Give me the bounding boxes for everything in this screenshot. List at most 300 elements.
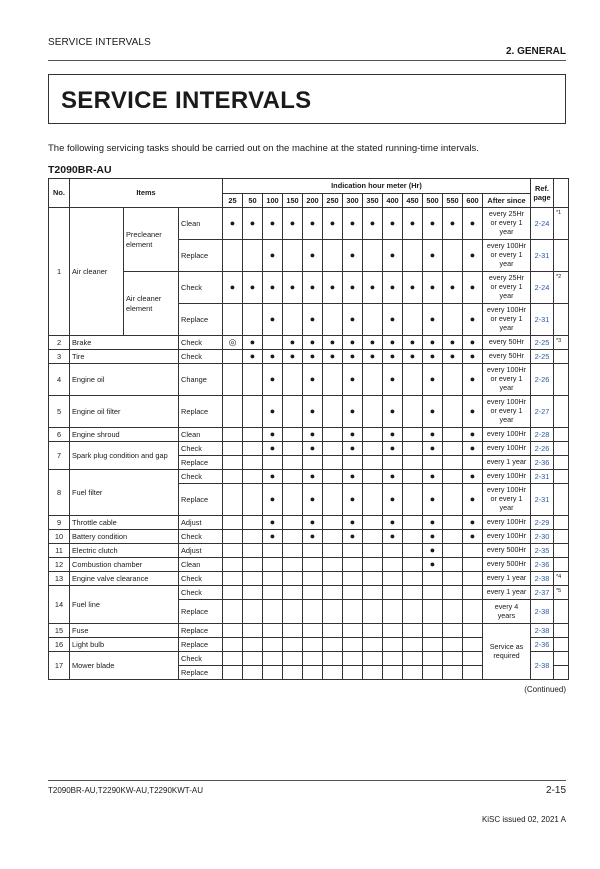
after-since-cell: Service as required [483, 624, 531, 680]
ref-page-link: 2-26 [531, 442, 554, 456]
empty-hour-cell [283, 456, 303, 470]
hour-mark: ● [423, 272, 443, 304]
empty-hour-cell [343, 456, 363, 470]
table-row [49, 428, 569, 442]
action-cell: Replace [179, 304, 223, 336]
empty-hour-cell [363, 456, 383, 470]
table-row [49, 396, 569, 428]
page-number: 2-15 [545, 785, 566, 796]
hour-header: 250 [323, 194, 343, 208]
issue-info: KiSC issued 02, 2021 A [481, 815, 566, 824]
empty-hour-cell [363, 396, 383, 428]
ref-page-link: 2-38 [531, 600, 554, 624]
hour-mark: ● [423, 208, 443, 240]
empty-hour-cell [263, 586, 283, 600]
empty-hour-cell [303, 586, 323, 600]
empty-hour-cell [223, 364, 243, 396]
ref-page-link: 2-36 [531, 456, 554, 470]
intro-text: The following servicing tasks should be carried out on the machine at the stated running-time intervals. [48, 143, 479, 154]
empty-hour-cell [323, 638, 343, 652]
empty-hour-cell [463, 600, 483, 624]
footnote-mark [554, 240, 569, 272]
hour-mark: ● [223, 272, 243, 304]
hour-mark: ● [303, 484, 323, 516]
empty-hour-cell [323, 442, 343, 456]
empty-hour-cell [223, 530, 243, 544]
empty-hour-cell [343, 666, 363, 680]
hour-mark: ● [303, 516, 323, 530]
hour-header: 150 [283, 194, 303, 208]
empty-hour-cell [243, 240, 263, 272]
after-since-cell: every 100Hr [483, 428, 531, 442]
empty-hour-cell [403, 516, 423, 530]
empty-hour-cell [243, 516, 263, 530]
action-cell: Check [179, 572, 223, 586]
empty-hour-cell [323, 240, 343, 272]
empty-hour-cell [283, 240, 303, 272]
empty-hour-cell [243, 396, 263, 428]
item-name: Tire [70, 350, 179, 364]
empty-hour-cell [223, 544, 243, 558]
row-number: 8 [49, 470, 70, 516]
item-name: Fuel line [70, 586, 179, 624]
empty-hour-cell [283, 364, 303, 396]
hour-mark: ● [343, 364, 363, 396]
action-cell: Clean [179, 428, 223, 442]
col-ref-header: Ref. page [531, 179, 554, 208]
after-since-cell: every 100Hr or every 1 year [483, 304, 531, 336]
action-cell: Check [179, 530, 223, 544]
row-number: 17 [49, 652, 70, 680]
hour-mark: ● [403, 350, 423, 364]
empty-hour-cell [263, 638, 283, 652]
hour-mark: ● [443, 336, 463, 350]
ref-page-link: 2-29 [531, 516, 554, 530]
hour-mark: ● [423, 516, 443, 530]
hour-mark: ● [263, 470, 283, 484]
empty-hour-cell [283, 396, 303, 428]
empty-hour-cell [323, 456, 343, 470]
ref-page-link: 2-38 [531, 652, 554, 680]
empty-hour-cell [343, 652, 363, 666]
hour-mark: ● [383, 304, 403, 336]
empty-hour-cell [423, 624, 443, 638]
hour-mark: ● [463, 240, 483, 272]
sub-item-name: Precleaner element [124, 208, 179, 272]
empty-hour-cell [403, 586, 423, 600]
hour-mark: ● [303, 304, 323, 336]
hour-mark: ● [463, 484, 483, 516]
footnote-mark [554, 666, 569, 680]
hour-header: 350 [363, 194, 383, 208]
hour-mark: ● [383, 530, 403, 544]
hour-mark: ● [283, 336, 303, 350]
empty-hour-cell [263, 600, 283, 624]
empty-hour-cell [443, 364, 463, 396]
ref-page-link: 2-25 [531, 336, 554, 350]
empty-hour-cell [283, 304, 303, 336]
after-since-cell: every 100Hr or every 1 year [483, 396, 531, 428]
hour-mark: ● [343, 336, 363, 350]
hour-mark: ● [243, 350, 263, 364]
empty-hour-cell [323, 544, 343, 558]
hour-mark: ● [283, 350, 303, 364]
table-row [49, 272, 569, 304]
action-cell: Check [179, 336, 223, 350]
after-since-cell: every 500Hr [483, 544, 531, 558]
after-since-cell: every 100Hr [483, 530, 531, 544]
table-body [49, 208, 569, 680]
empty-hour-cell [303, 456, 323, 470]
after-since-cell: every 1 year [483, 456, 531, 470]
hour-mark: ● [383, 442, 403, 456]
item-name: Brake [70, 336, 179, 350]
footnote-mark [554, 456, 569, 470]
footnote-mark: *1 [554, 208, 569, 240]
action-cell: Check [179, 272, 223, 304]
item-name: Battery condition [70, 530, 179, 544]
hour-header: 25 [223, 194, 243, 208]
hour-mark: ● [363, 336, 383, 350]
empty-hour-cell [283, 428, 303, 442]
empty-hour-cell [323, 396, 343, 428]
item-name: Engine oil [70, 364, 179, 396]
hour-mark: ● [383, 272, 403, 304]
empty-hour-cell [243, 428, 263, 442]
hour-mark: ● [343, 470, 363, 484]
action-cell: Replace [179, 240, 223, 272]
table-row [49, 586, 569, 600]
hour-mark: ● [463, 208, 483, 240]
empty-hour-cell [443, 240, 463, 272]
hour-mark: ● [383, 240, 403, 272]
action-cell: Replace [179, 484, 223, 516]
hour-mark: ● [463, 336, 483, 350]
ref-page-link: 2-26 [531, 364, 554, 396]
hour-mark: ● [463, 470, 483, 484]
empty-hour-cell [243, 304, 263, 336]
empty-hour-cell [323, 484, 343, 516]
footnote-mark: *2 [554, 272, 569, 304]
empty-hour-cell [283, 530, 303, 544]
empty-hour-cell [223, 350, 243, 364]
hour-mark: ● [403, 336, 423, 350]
empty-hour-cell [423, 600, 443, 624]
empty-hour-cell [463, 572, 483, 586]
action-cell: Check [179, 586, 223, 600]
hour-mark: ● [263, 272, 283, 304]
empty-hour-cell [243, 638, 263, 652]
empty-hour-cell [443, 544, 463, 558]
hour-mark: ● [263, 428, 283, 442]
action-cell: Clean [179, 208, 223, 240]
empty-hour-cell [283, 586, 303, 600]
empty-hour-cell [363, 442, 383, 456]
hour-header: 300 [343, 194, 363, 208]
hour-mark: ● [283, 208, 303, 240]
empty-hour-cell [443, 572, 463, 586]
empty-hour-cell [223, 240, 243, 272]
row-number: 9 [49, 516, 70, 530]
empty-hour-cell [443, 600, 463, 624]
ref-page-link: 2-30 [531, 530, 554, 544]
after-since-cell: every 1 year [483, 572, 531, 586]
table-row [49, 530, 569, 544]
table-row [49, 624, 569, 638]
empty-hour-cell [243, 624, 263, 638]
ref-page-link: 2-36 [531, 638, 554, 652]
empty-hour-cell [423, 572, 443, 586]
empty-hour-cell [363, 558, 383, 572]
empty-hour-cell [263, 666, 283, 680]
col-after-header: After since [483, 194, 531, 208]
after-since-cell: every 100Hr or every 1 year [483, 240, 531, 272]
empty-hour-cell [323, 470, 343, 484]
hour-mark: ● [263, 208, 283, 240]
hour-mark: ● [363, 272, 383, 304]
table-row [49, 364, 569, 396]
action-cell: Adjust [179, 544, 223, 558]
hour-mark: ● [223, 208, 243, 240]
hour-mark: ● [423, 364, 443, 396]
action-cell: Replace [179, 456, 223, 470]
footnote-mark [554, 652, 569, 666]
hour-mark: ● [363, 350, 383, 364]
hour-mark: ● [343, 442, 363, 456]
empty-hour-cell [383, 572, 403, 586]
hour-mark: ● [383, 484, 403, 516]
empty-hour-cell [263, 456, 283, 470]
empty-hour-cell [363, 484, 383, 516]
empty-hour-cell [283, 442, 303, 456]
empty-hour-cell [383, 666, 403, 680]
empty-hour-cell [343, 544, 363, 558]
hour-mark: ● [463, 442, 483, 456]
action-cell: Adjust [179, 516, 223, 530]
empty-hour-cell [363, 470, 383, 484]
item-name: Air cleaner [70, 208, 124, 336]
ref-page-link: 2-31 [531, 470, 554, 484]
item-name: Light bulb [70, 638, 179, 652]
page-title: SERVICE INTERVALS [61, 87, 312, 114]
empty-hour-cell [303, 600, 323, 624]
empty-hour-cell [243, 586, 263, 600]
hour-mark: ● [463, 516, 483, 530]
empty-hour-cell [223, 428, 243, 442]
hour-mark: ● [423, 350, 443, 364]
table-row [49, 572, 569, 586]
empty-hour-cell [283, 572, 303, 586]
row-number: 3 [49, 350, 70, 364]
empty-hour-cell [403, 600, 423, 624]
empty-hour-cell [403, 304, 423, 336]
hour-mark: ● [383, 428, 403, 442]
table-row [49, 516, 569, 530]
table-row [49, 350, 569, 364]
empty-hour-cell [223, 586, 243, 600]
empty-hour-cell [443, 396, 463, 428]
hour-mark: ● [363, 208, 383, 240]
hour-mark: ● [423, 304, 443, 336]
empty-hour-cell [363, 666, 383, 680]
empty-hour-cell [403, 470, 423, 484]
empty-hour-cell [283, 516, 303, 530]
ref-page-link: 2-31 [531, 484, 554, 516]
hour-mark: ● [403, 272, 423, 304]
empty-hour-cell [223, 396, 243, 428]
after-since-cell: every 500Hr [483, 558, 531, 572]
hour-mark: ● [463, 530, 483, 544]
hour-header: 50 [243, 194, 263, 208]
empty-hour-cell [383, 600, 403, 624]
ref-page-link: 2-38 [531, 572, 554, 586]
ref-page-link: 2-28 [531, 428, 554, 442]
hour-mark: ● [343, 350, 363, 364]
after-since-cell: every 50Hr [483, 336, 531, 350]
empty-hour-cell [263, 336, 283, 350]
empty-hour-cell [343, 624, 363, 638]
empty-hour-cell [263, 624, 283, 638]
footnote-mark: *4 [554, 572, 569, 586]
empty-hour-cell [243, 666, 263, 680]
header-divider [48, 60, 566, 61]
after-since-cell: every 100Hr [483, 470, 531, 484]
empty-hour-cell [463, 558, 483, 572]
hour-mark: ● [343, 304, 363, 336]
empty-hour-cell [243, 456, 263, 470]
action-cell: Replace [179, 624, 223, 638]
empty-hour-cell [323, 652, 343, 666]
hour-mark: ● [383, 516, 403, 530]
hour-mark: ● [463, 364, 483, 396]
empty-hour-cell [283, 600, 303, 624]
ref-page-link: 2-35 [531, 544, 554, 558]
empty-hour-cell [363, 624, 383, 638]
row-number: 13 [49, 572, 70, 586]
item-name: Mower blade [70, 652, 179, 680]
empty-hour-cell [223, 666, 243, 680]
hour-mark: ● [343, 516, 363, 530]
empty-hour-cell [303, 652, 323, 666]
empty-hour-cell [403, 240, 423, 272]
empty-hour-cell [303, 638, 323, 652]
hour-header: 400 [383, 194, 403, 208]
action-cell: Replace [179, 396, 223, 428]
footnote-mark [554, 624, 569, 638]
empty-hour-cell [243, 470, 263, 484]
row-number: 11 [49, 544, 70, 558]
hour-mark: ● [343, 428, 363, 442]
empty-hour-cell [303, 558, 323, 572]
empty-hour-cell [403, 624, 423, 638]
footnote-mark [554, 470, 569, 484]
table-row [49, 208, 569, 240]
empty-hour-cell [283, 652, 303, 666]
empty-hour-cell [403, 364, 423, 396]
hour-header: 500 [423, 194, 443, 208]
empty-hour-cell [363, 516, 383, 530]
ref-page-link: 2-24 [531, 208, 554, 240]
empty-hour-cell [403, 428, 423, 442]
footnote-mark: *3 [554, 336, 569, 350]
empty-hour-cell [363, 530, 383, 544]
hour-mark: ● [303, 336, 323, 350]
empty-hour-cell [443, 442, 463, 456]
footnote-mark [554, 396, 569, 428]
hour-mark: ● [343, 396, 363, 428]
empty-hour-cell [463, 666, 483, 680]
row-number: 15 [49, 624, 70, 638]
empty-hour-cell [243, 652, 263, 666]
hour-mark: ● [243, 336, 263, 350]
hour-mark: ● [383, 350, 403, 364]
empty-hour-cell [383, 456, 403, 470]
item-name: Engine valve clearance [70, 572, 179, 586]
hour-mark: ● [423, 396, 443, 428]
empty-hour-cell [443, 638, 463, 652]
empty-hour-cell [383, 586, 403, 600]
row-number: 5 [49, 396, 70, 428]
hour-mark: ● [383, 396, 403, 428]
empty-hour-cell [323, 364, 343, 396]
hour-mark: ● [423, 530, 443, 544]
table-row [49, 544, 569, 558]
empty-hour-cell [463, 652, 483, 666]
empty-hour-cell [263, 544, 283, 558]
action-cell: Change [179, 364, 223, 396]
empty-hour-cell [263, 652, 283, 666]
hour-mark: ● [303, 442, 323, 456]
hour-mark: ● [283, 272, 303, 304]
hour-mark: ● [303, 396, 323, 428]
after-since-cell: every 25Hr or every 1 year [483, 208, 531, 240]
empty-hour-cell [223, 652, 243, 666]
ref-page-link: 2-24 [531, 272, 554, 304]
col-no-header: No. [49, 179, 70, 208]
empty-hour-cell [283, 470, 303, 484]
hour-mark: ● [303, 470, 323, 484]
empty-hour-cell [403, 638, 423, 652]
footnote-mark [554, 544, 569, 558]
footnote-mark [554, 516, 569, 530]
table-row [49, 442, 569, 456]
hour-mark: ● [403, 208, 423, 240]
footnote-mark [554, 442, 569, 456]
after-since-cell: every 100Hr [483, 442, 531, 456]
empty-hour-cell [463, 624, 483, 638]
hour-mark: ● [443, 350, 463, 364]
empty-hour-cell [403, 558, 423, 572]
empty-hour-cell [443, 652, 463, 666]
hour-mark: ● [383, 336, 403, 350]
empty-hour-cell [403, 652, 423, 666]
empty-hour-cell [403, 544, 423, 558]
item-name: Spark plug condition and gap [70, 442, 179, 470]
hour-header: 550 [443, 194, 463, 208]
item-name: Fuse [70, 624, 179, 638]
hour-mark: ● [263, 396, 283, 428]
empty-hour-cell [403, 484, 423, 516]
empty-hour-cell [303, 666, 323, 680]
empty-hour-cell [283, 666, 303, 680]
empty-hour-cell [423, 638, 443, 652]
title-box [48, 74, 566, 124]
hour-header: 100 [263, 194, 283, 208]
empty-hour-cell [403, 530, 423, 544]
hour-header: 450 [403, 194, 423, 208]
ref-page-link: 2-31 [531, 304, 554, 336]
item-name: Engine oil filter [70, 396, 179, 428]
